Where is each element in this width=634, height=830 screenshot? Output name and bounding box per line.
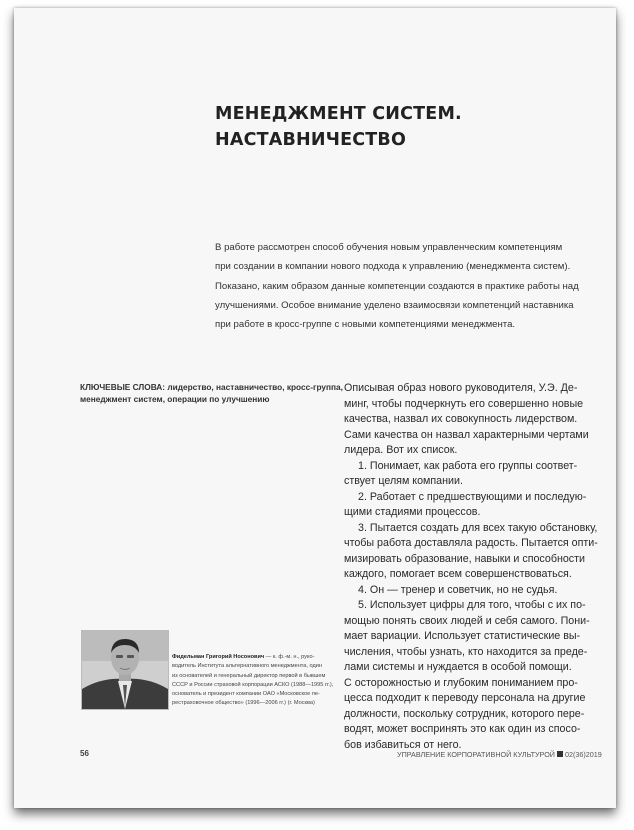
- author-bio-line: основатель и президент компании ОАО «Московское пе-: [172, 691, 320, 698]
- journal-page: [14, 8, 616, 808]
- body-line: лами системы и нуждается в особой помощи.: [344, 661, 572, 673]
- square-icon: [557, 751, 563, 757]
- author-bio-line: водитель Института альтернативного менеджмента, один: [172, 663, 322, 670]
- article-body: [344, 381, 598, 753]
- body-line: мизировать образование, навыки и способности: [344, 552, 586, 565]
- body-line: С осторожностью и глубоким пониманием про-: [344, 676, 578, 689]
- body-line: 4. Он — тренер и советчик, но не судья.: [358, 583, 558, 596]
- author-bio-line: рестраховочное общество» (1996—2006 гг.) (г. Москва): [172, 700, 315, 707]
- title-line-1: МЕНЕДЖМЕНТ СИСТЕМ.: [215, 104, 462, 124]
- abstract-line: улучшениями. Особое внимание уделено взаимосвязи компетенций наставника: [215, 299, 574, 311]
- article-title: [215, 101, 575, 153]
- body-line: Сами качества он назвал характерными чертами: [344, 428, 589, 441]
- journal-footer: [397, 750, 602, 759]
- body-line: должности, поскольку сотрудник, которого пере-: [344, 707, 585, 720]
- body-line: 2. Работает с предшествующими и последую-: [358, 490, 587, 503]
- keywords-line: КЛЮЧЕВЫЕ СЛОВА: лидерство, наставничество, кросс-группа,: [80, 382, 343, 392]
- body-line: лидера. Вот их список.: [344, 444, 458, 456]
- abstract-line: Показано, каким образом данные компетенции создаются в практике работы над: [215, 280, 579, 292]
- title-line-2: НАСТАВНИЧЕСТВО: [215, 130, 407, 150]
- body-line: Описывая образ нового руководителя, У.Э. Де-: [344, 382, 578, 394]
- body-line: 1. Понимает, как работа его группы соответ-: [358, 459, 578, 472]
- body-line: минг, чтобы подчеркнуть его совершенно новые: [344, 397, 584, 410]
- body-line: каждого, помогает всем совершенствоваться.: [344, 568, 572, 580]
- author-name: Фидельман Григорий Носонович: [172, 654, 265, 660]
- body-line: 5. Использует цифры для того, чтобы с их по-: [358, 599, 586, 611]
- abstract-line: В работе рассмотрен способ обучения новым управленческим компетенциям: [215, 242, 563, 253]
- body-line: мает вариации. Использует статистические вы-: [344, 630, 581, 642]
- page-number: 56: [80, 749, 89, 758]
- journal-name: УПРАВЛЕНИЕ КОРПОРАТИВНОЙ КУЛЬТУРОЙ: [397, 750, 555, 759]
- author-bio-line: — к. ф.-м. н., руко-: [264, 654, 315, 660]
- body-line: цесса подходит к переводу персонала на другие: [344, 692, 586, 704]
- keywords-line: менеджмент систем, операции по улучшению: [80, 393, 270, 404]
- abstract-line: при создании в компании нового подхода к управлению (менеджмента систем).: [215, 261, 571, 273]
- body-line: бов избавиться от него.: [344, 738, 462, 751]
- author-photo: [81, 630, 169, 710]
- author-bio-line: из основателей и генеральный директор первой в бывшем: [172, 672, 326, 679]
- keywords: [80, 382, 343, 405]
- abstract-line: при работе в кросс-группе с новыми компетенциями менеджмента.: [215, 319, 516, 331]
- author-info: [172, 653, 347, 709]
- body-line: щими стадиями процессов.: [344, 506, 481, 518]
- body-line: качества, назвал их совокупность лидерством.: [344, 413, 578, 425]
- body-line: ствует целям компании.: [344, 475, 463, 487]
- body-line: чтобы работа доставляла радость. Пытается опти-: [344, 537, 598, 549]
- author-bio-line: СССР и России страховой корпорации АСКО (1988—1995 гг.),: [172, 681, 334, 688]
- article-abstract: [215, 238, 588, 334]
- body-line: 3. Пытается создать для всех такую обстановку,: [358, 521, 598, 534]
- body-line: числения, чтобы узнать, кто находится за преде-: [344, 645, 588, 658]
- journal-issue: 02(36)2019: [564, 750, 602, 759]
- body-line: водят, может воспринять это как один из спосо-: [344, 723, 581, 735]
- body-line: мощью понять своих людей и себя самого. Пони-: [344, 614, 590, 627]
